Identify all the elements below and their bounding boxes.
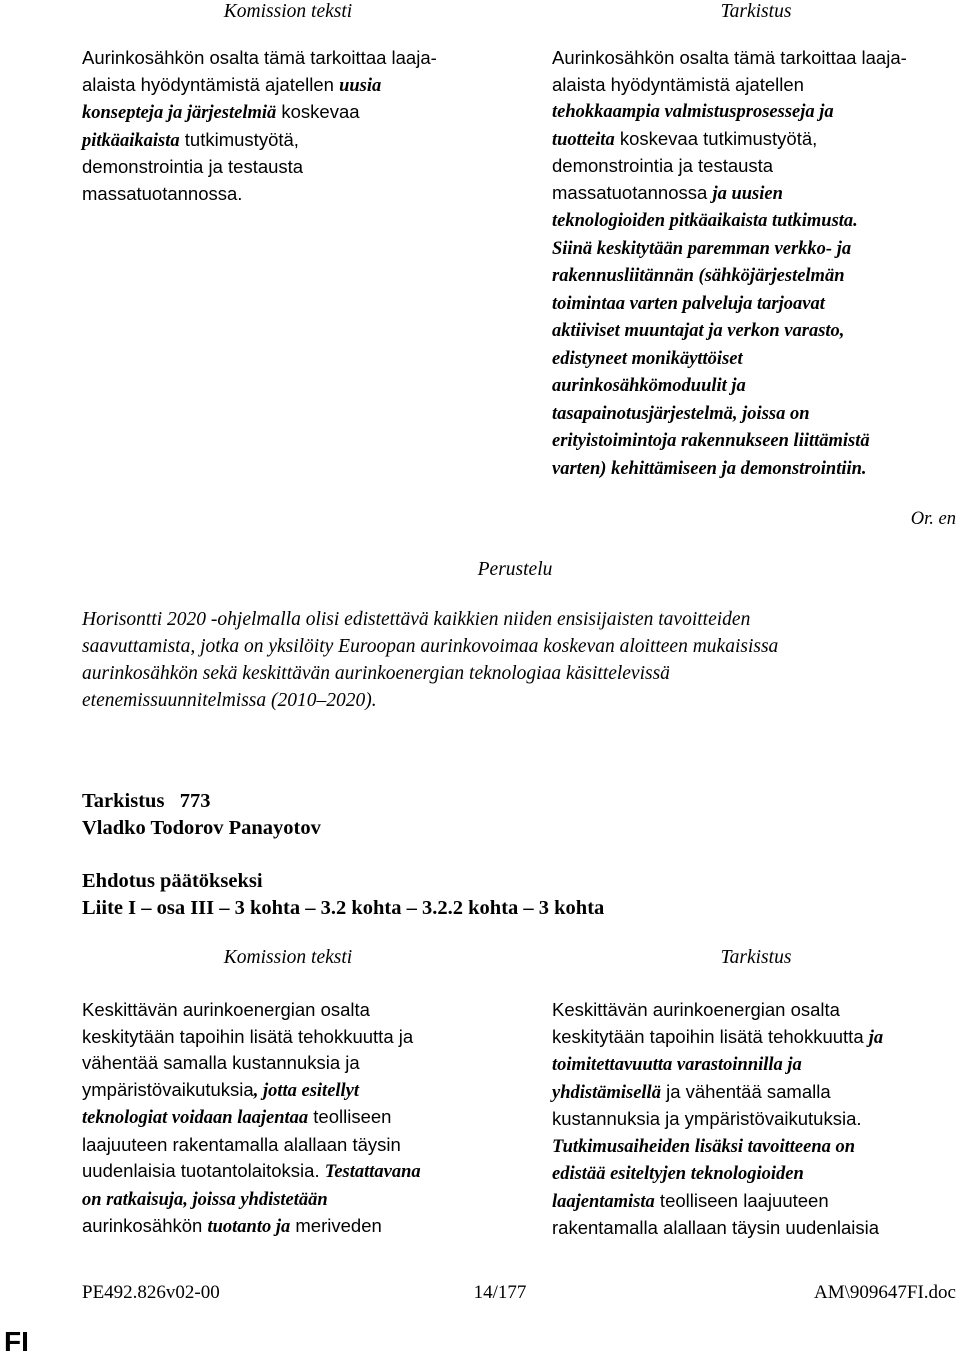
text-line [552,317,952,345]
footer-file-name: AM\909647FI.doc [814,1282,956,1303]
amendment-text-bottom [552,997,952,1242]
text-line [552,1215,952,1242]
text-segment: ympäristövaikutuksia [82,1078,254,1100]
emphasized-text: tehokkaampia valmistusprosesseja ja [552,102,834,122]
text-line [552,290,952,318]
emphasized-text: konsepteja ja järjestelmiä [82,103,277,123]
text-segment: demonstrointia ja testausta [552,155,774,176]
emphasized-text: aurinkosähkömoduulit ja [552,376,746,396]
emphasized-text: uusia [339,75,382,96]
justification-line: Horisontti 2020 -ohjelmalla olisi edistettävä kaikkien niiden ensisijaisten tavoitteiden [82,609,751,630]
emphasized-text: tasapainotusjärjestelmä, joissa on [552,403,810,424]
left-column-header-2: Komission teksti [223,947,353,968]
text-line [82,1050,522,1077]
text-line [82,181,512,208]
text-line [82,1077,522,1105]
text-line [82,1104,522,1132]
text-line [82,99,512,127]
text-segment: teolliseen laajuuteen [654,1189,829,1211]
emphasized-text: rakennusliitännän (sähköjärjestelmän [552,266,845,286]
justification-line: saavuttamista, jotka on yksilöity Euroopan aurinkovoimaa koskevan aloitteen mukaisissa [82,636,779,657]
text-segment: aurinkosähkön [82,1215,208,1236]
text-line [552,1188,952,1216]
amendment-text-top [552,45,952,482]
text-segment: tutkimustyötä, [179,128,299,150]
text-line [552,372,952,400]
text-segment: meriveden [290,1215,382,1236]
amendment-author: Vladko Todorov Panayotov [82,817,321,839]
emphasized-text: yhdistämisellä [552,1082,661,1103]
text-line [552,45,952,72]
text-segment: Keskittävän aurinkoenergian osalta [82,999,370,1020]
emphasized-text: tuotteita [552,129,615,150]
emphasized-text: teknologioiden pitkäaikaista tutkimusta. [552,211,858,231]
text-line [552,1024,952,1052]
text-line [552,400,952,428]
text-line [552,262,952,290]
text-segment: alaista hyödyntämistä ajatellen [82,73,340,95]
text-line [552,1106,952,1133]
emphasized-text: ja [868,1027,884,1048]
emphasized-text: on ratkaisuja, joissa yhdistetään [82,1189,328,1210]
commission-text-bottom [82,997,522,1241]
text-line [552,455,952,483]
emphasized-text: erityistoimintoja rakennukseen liittämistä [552,431,870,451]
text-line [552,1079,952,1107]
text-line [82,1024,522,1051]
text-segment: keskitytään tapoihin lisätä tehokkuutta ja [82,1025,414,1047]
text-line [82,997,522,1024]
justification-text [82,606,952,714]
justification-line: aurinkosähkön sekä keskittävän aurinkoenergian teknologiaa käsittelevissä [82,663,670,684]
text-segment: Aurinkosähkön osalta tämä tarkoittaa laaja- [82,47,437,68]
text-line [82,154,512,181]
text-line [552,1160,952,1188]
emphasized-text: varten) kehittämiseen ja demonstrointiin. [552,458,867,479]
text-segment: massatuotannossa. [82,182,243,204]
text-line [82,1132,522,1159]
text-segment: massatuotannossa [552,181,713,203]
text-segment: teolliseen [308,1106,392,1127]
text-line [82,127,512,155]
left-column-header: Komission teksti [223,1,353,22]
emphasized-text: Siinä keskitytään paremman verkko- ja [552,238,852,259]
text-segment: Aurinkosähkön osalta tämä tarkoittaa laaja- [552,47,907,68]
legal-reference: Liite I – osa III – 3 kohta – 3.2 kohta – 3.2.2 kohta – 3 kohta [82,897,605,919]
text-line [552,207,952,235]
text-line [552,126,952,154]
proposal-title: Ehdotus päätökseksi [82,870,263,892]
text-segment: vähentää samalla kustannuksia ja [82,1052,360,1073]
text-line [552,153,952,180]
text-line [552,1133,952,1161]
emphasized-text: , jotta esitellyt [253,1080,360,1101]
text-line [82,1186,522,1214]
text-line [552,72,952,99]
right-column-header-2: Tarkistus [720,947,792,968]
commission-text-top [82,45,512,207]
text-line [552,98,952,126]
right-column-header: Tarkistus [720,1,792,22]
emphasized-text: ja uusien [712,183,783,204]
emphasized-text: laajentamista [552,1191,655,1212]
emphasized-text: tuotanto ja [207,1217,291,1237]
footer-page-number: 14/177 [473,1282,527,1303]
emphasized-text: toimitettavuutta varastoinnilla ja [552,1055,802,1075]
text-line [82,45,512,72]
footer-document-reference: PE492.826v02-00 [82,1282,220,1303]
text-line [82,1213,522,1241]
text-line [552,235,952,263]
text-segment: rakentamalla alallaan täysin uudenlaisia [552,1217,880,1238]
text-line [82,1158,522,1186]
emphasized-text: Tutkimusaiheiden lisäksi tavoitteena on [552,1136,856,1157]
text-segment: koskevaa tutkimustyötä, [614,127,818,149]
text-line [552,180,952,208]
emphasized-text: Testattavana [324,1162,421,1182]
emphasized-text: aktiiviset muuntajat ja verkon varasto, [552,321,845,341]
emphasized-text: edistää esiteltyjen teknologioiden [552,1164,804,1184]
text-line [82,72,512,100]
emphasized-text: teknologiat voidaan laajentaa [82,1108,309,1128]
text-segment: kustannuksia ja ympäristövaikutuksia. [552,1108,862,1129]
text-segment: keskitytään tapoihin lisätä tehokkuutta [552,1025,869,1047]
text-segment: koskevaa [276,101,360,122]
text-line [552,997,952,1024]
text-line [552,345,952,373]
original-language-label: Or. en [910,509,956,529]
amendment-number: Tarkistus 773 [82,790,211,812]
text-segment: laajuuteen rakentamalla alallaan täysin [82,1133,401,1155]
emphasized-text: toimintaa varten palveluja tarjoavat [552,293,825,314]
text-segment: ja vähentää samalla [660,1080,831,1102]
justification-line: etenemissuunnitelmissa (2010–2020). [82,690,377,711]
text-line [552,1051,952,1079]
emphasized-text: pitkäaikaista [82,130,180,151]
text-segment: alaista hyödyntämistä ajatellen [552,73,804,95]
text-segment: uudenlaisia tuotantolaitoksia. [82,1160,325,1181]
text-segment: demonstrointia ja testausta [82,156,304,177]
footer-language-code: FI [4,1326,29,1357]
justification-title: Perustelu [477,559,553,580]
emphasized-text: edistyneet monikäyttöiset [552,348,743,369]
text-line [552,427,952,455]
text-segment: Keskittävän aurinkoenergian osalta [552,999,840,1020]
